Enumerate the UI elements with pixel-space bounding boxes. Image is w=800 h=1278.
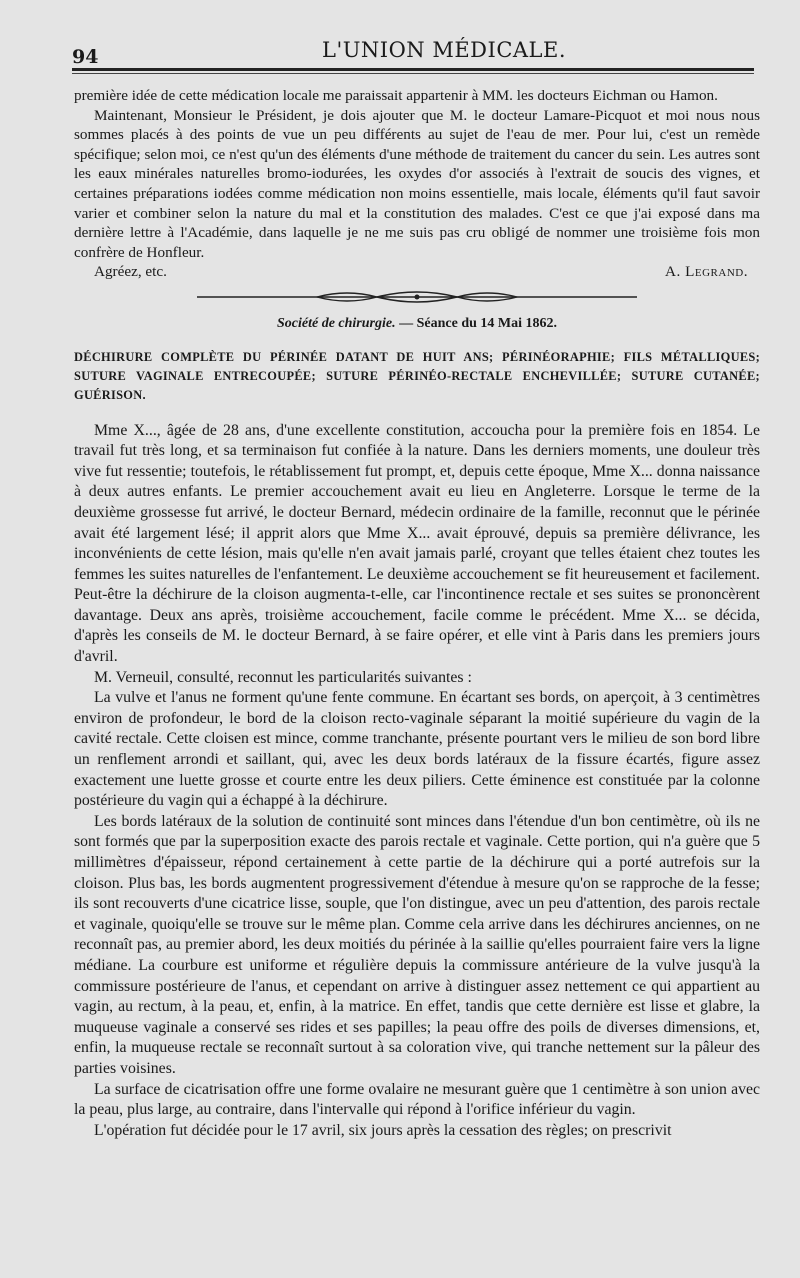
case-text (74, 421, 760, 1142)
paragraph-3: La vulve et l'anus ne forment qu'une fente commune. En écartant ses bords, on aperçoit, à 3 centimètres environ de profondeur, le bord de la cloison recto-vaginale séparant la moitié supérieure du vagin de la cavité rectale. Cette cloisen est mince, comme tranchante, présente pourtant vers le milieu de son bord libre un renflement arrondi et saillant, qui, avec les deux bords latéraux de la fissure écartés, figure assez exactement une luette grosse et courte entre les deux piliers. Cette éminence est constituée par la colonne postérieure du vagin qui a échappé à la déchirure. (74, 689, 760, 810)
paragraph-5: La surface de cicatrisation offre une forme ovalaire ne mesurant guère que 1 centimètre à son union avec la peau, plus large, au contraire, dans l'intervalle qui répond à l'orifice inférieur du vagin. (74, 1080, 760, 1119)
section-divider-ornament (197, 288, 637, 306)
paragraph-2: M. Verneuil, consulté, reconnut les particularités suivantes : (94, 668, 472, 686)
header-rule (72, 68, 754, 71)
author-signature: A. Legrand. (665, 263, 748, 281)
case-title: DÉCHIRURE COMPLÈTE DU PÉRINÉE DATANT DE HUIT ANS; PÉRINÉORAPHIE; FILS MÉTALLIQUES; SUTURE VAGINALE ENTRECOUPÉE; SUTURE PÉRINÉO-RECTALE ENCHEVILLÉE; SUTURE CUTANÉE; GUÉRISON. (74, 349, 760, 402)
closing-text: Agréez, etc. (94, 263, 167, 281)
page-header (72, 38, 752, 72)
paragraph-4: Les bords latéraux de la solution de continuité sont minces dans l'étendue d'un bon centimètre, où ils ne sont formés que par la superposition exacte des parois rectale et vaginale. Cette portion, qui n'a guère que 5 millimètres d'épaisseur, répond certainement à cette partie de la déchirure qui a porté autrefois sur la cloison. Plus bas, les bords augmentent progressivement d'étendue à mesure qu'on se rapproche de la fesse; ils sont recouverts d'une cicatrice lisse, souple, que l'on distingue, avec un peu d'attention, des parois rectale et vaginale, quoiqu'elle se trouve sur le même plan. Comme cela arrive dans les déchirures anciennes, on ne reconnaît pas, au premier abord, les deux moitiés du périnée à la saillie qu'elles pourraient faire vers la ligne médiane. La courbure est uniforme et régulière depuis la commissure antérieure de la vulve jusqu'à la commissure postérieure de l'anus, et cependant on arrive à distinguer assez nettement ce qui appartient au vagin, au rectum, à la peau, et, enfin, à la matrice. En effet, tandis que cette dernière est lisse et glabre, la muqueuse vaginale a conservé ses rides et ses papilles; la peau offre des poils de diverses dimensions, et, enfin, la muqueuse rectale se reconnaît surtout à sa coloration vive, qui tranche nettement sur la pâleur des parties voisines. (74, 812, 760, 1077)
intro-paragraph-1: première idée de cette médication locale me paraissait appartenir à MM. les docteurs Eichman ou Hamon. (74, 87, 718, 104)
page-number: 94 (72, 46, 99, 68)
paragraph-1: Mme X..., âgée de 28 ans, d'une excellente constitution, accoucha pour la première fois en 1854. Le travail fut très long, et sa terminaison fut confiée à la nature. Dans les derniers moments, une douleur très vive fut ressentie; toutefois, le rétablissement fut prompt, et, depuis cette époque, Mme X... donna naissance à deux autres enfants. Le premier accouchement avait eu lieu en Angleterre. Lorsque le terme de la deuxième grossesse fut arrivé, le docteur Bernard, médecin ordinaire de la famille, reconnut que le périnée avait été largement lésé; il apprit alors que Mme X... avait éprouvé, depuis sa première délivrance, les inconvénients de cette lésion, mais qu'elle n'en avait jamais parlé, croyant que telles étaient chez toutes les femmes les suites naturelles de l'enfantement. Le deuxième accouchement se fit heureusement et facilement. Peut-être la déchirure de la cloison augmenta-t-elle, car l'incontinence rectale et ses suites se prononcèrent davantage. Deux ans après, troisième accouchement, facile comme le précédent. Mme X... se décida, d'après les conseils de M. le docteur Bernard, à se faire opérer, et elle vint à Paris dans les premiers jours d'avril. (74, 421, 760, 666)
article-body (74, 86, 760, 1141)
section-title (74, 314, 760, 334)
intro-paragraph-2: Maintenant, Monsieur le Président, je dois ajouter que M. le docteur Lamare-Picquot et moi nous nous sommes placés à des points de vue un peu différents au sujet de l'eau de mer. Pour lui, c'est un remède spécifique; selon moi, ce n'est qu'un des éléments d'une méthode de traitement du cancer du sein. Les autres sont les eaux minérales naturelles bromo-iodurées, les oxydes d'or associés à l'extrait de soucis des vignes, et certaines préparations iodées comme médication non moins essentielle, mais locale, éléments qu'il faut savoir varier et combiner selon la nature du mal et la constitution des malades. C'est ce que j'ai exposé dans ma dernière lettre à l'Académie, dans laquelle je ne me suis pas cru obligé de nommer une troisième fois mon confrère de Honfleur. (74, 106, 760, 261)
session-date: — Séance du 14 Mai 1862. (399, 315, 557, 331)
paragraph-6: L'opération fut décidée pour le 17 avril, six jours après la cessation des règles; on prescrivit (94, 1121, 672, 1139)
header-rule-thin (72, 73, 754, 74)
running-title: L'UNION MÉDICALE. (322, 38, 567, 62)
society-name: Société de chirurgie. (277, 315, 396, 331)
closing-line (74, 262, 760, 282)
